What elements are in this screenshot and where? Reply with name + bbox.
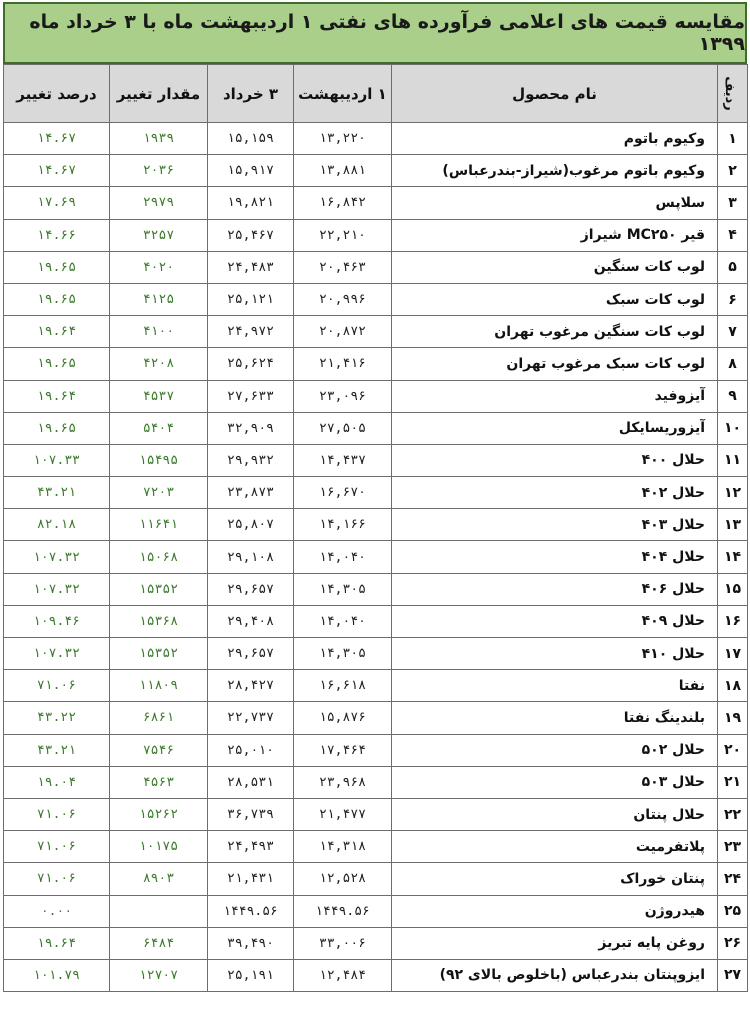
change-amount-cell: ۶۴۸۴ <box>110 927 208 959</box>
row-index-cell: ۲۵ <box>718 895 748 927</box>
ordibehesht-price-cell: ۲۰,۴۶۳ <box>294 251 392 283</box>
row-index-cell: ۴ <box>718 219 748 251</box>
change-amount-cell: ۱۱۶۴۱ <box>110 509 208 541</box>
khordad-price-cell: ۱۴۴۹.۵۶ <box>208 895 294 927</box>
ordibehesht-price-cell: ۲۰,۸۷۲ <box>294 316 392 348</box>
change-amount-cell: ۱۰۱۷۵ <box>110 831 208 863</box>
khordad-price-cell: ۲۹,۴۰۸ <box>208 605 294 637</box>
khordad-price-cell: ۳۹,۴۹۰ <box>208 927 294 959</box>
table-row <box>4 283 748 315</box>
row-index-cell: ۲۰ <box>718 734 748 766</box>
ordibehesht-price-cell: ۱۴۴۹.۵۶ <box>294 895 392 927</box>
row-index-cell: ۷ <box>718 316 748 348</box>
header-khordad: ۳ خرداد <box>208 65 294 123</box>
ordibehesht-price-cell: ۱۴,۴۳۷ <box>294 444 392 476</box>
header-row-index: ردیف <box>718 65 748 123</box>
change-percent-cell: ۱۹.۶۴ <box>4 380 110 412</box>
row-index-cell: ۱۶ <box>718 605 748 637</box>
row-index-cell: ۱ <box>718 123 748 155</box>
product-name-cell: پلاتفرمیت <box>392 831 718 863</box>
khordad-price-cell: ۱۵,۹۱۷ <box>208 155 294 187</box>
row-index-cell: ۲۳ <box>718 831 748 863</box>
ordibehesht-price-cell: ۱۴,۳۰۵ <box>294 573 392 605</box>
product-name-cell: حلال ۴۰۹ <box>392 605 718 637</box>
row-index-cell: ۲۴ <box>718 863 748 895</box>
price-comparison-sheet <box>3 2 747 992</box>
row-index-cell: ۱۸ <box>718 670 748 702</box>
product-name-cell: حلال ۴۰۲ <box>392 477 718 509</box>
table-row <box>4 348 748 380</box>
change-amount-cell: ۱۵۰۶۸ <box>110 541 208 573</box>
table-row <box>4 509 748 541</box>
table-row <box>4 219 748 251</box>
change-percent-cell: ۴۳.۲۲ <box>4 702 110 734</box>
change-percent-cell: ۷۱.۰۶ <box>4 863 110 895</box>
table-row <box>4 605 748 637</box>
ordibehesht-price-cell: ۱۷,۴۶۴ <box>294 734 392 766</box>
row-index-cell: ۹ <box>718 380 748 412</box>
table-row <box>4 380 748 412</box>
product-name-cell: وکیوم باتوم مرغوب(شیراز-بندرعباس) <box>392 155 718 187</box>
product-name-cell: هیدروژن <box>392 895 718 927</box>
change-percent-cell: ۷۱.۰۶ <box>4 670 110 702</box>
product-name-cell: حلال ۴۰۶ <box>392 573 718 605</box>
product-name-cell: قیر MC۲۵۰ شیراز <box>392 219 718 251</box>
change-amount-cell: ۴۱۲۵ <box>110 283 208 315</box>
ordibehesht-price-cell: ۱۴,۳۰۵ <box>294 638 392 670</box>
change-percent-cell: ۰.۰۰ <box>4 895 110 927</box>
ordibehesht-price-cell: ۱۳,۲۲۰ <box>294 123 392 155</box>
khordad-price-cell: ۲۲,۷۳۷ <box>208 702 294 734</box>
row-index-cell: ۶ <box>718 283 748 315</box>
table-row <box>4 573 748 605</box>
product-name-cell: حلال ۵۰۳ <box>392 766 718 798</box>
ordibehesht-price-cell: ۱۴,۰۴۰ <box>294 541 392 573</box>
khordad-price-cell: ۳۶,۷۳۹ <box>208 798 294 830</box>
khordad-price-cell: ۱۹,۸۲۱ <box>208 187 294 219</box>
khordad-price-cell: ۲۸,۴۲۷ <box>208 670 294 702</box>
change-amount-cell: ۱۵۲۶۲ <box>110 798 208 830</box>
row-index-cell: ۳ <box>718 187 748 219</box>
change-amount-cell: ۱۵۳۵۲ <box>110 573 208 605</box>
table-row <box>4 927 748 959</box>
product-name-cell: سلاپس <box>392 187 718 219</box>
khordad-price-cell: ۲۳,۸۷۳ <box>208 477 294 509</box>
table-row <box>4 766 748 798</box>
change-percent-cell: ۱۹.۶۴ <box>4 316 110 348</box>
change-amount-cell: ۳۲۵۷ <box>110 219 208 251</box>
ordibehesht-price-cell: ۱۳,۸۸۱ <box>294 155 392 187</box>
table-row <box>4 187 748 219</box>
ordibehesht-price-cell: ۲۱,۴۷۷ <box>294 798 392 830</box>
product-name-cell: لوب کات سبک مرغوب تهران <box>392 348 718 380</box>
change-percent-cell: ۱۰۹.۴۶ <box>4 605 110 637</box>
change-percent-cell: ۱۹.۶۵ <box>4 348 110 380</box>
khordad-price-cell: ۲۹,۱۰۸ <box>208 541 294 573</box>
khordad-price-cell: ۲۷,۶۳۳ <box>208 380 294 412</box>
table-row <box>4 959 748 991</box>
ordibehesht-price-cell: ۱۵,۸۷۶ <box>294 702 392 734</box>
row-index-cell: ۱۷ <box>718 638 748 670</box>
table-row <box>4 734 748 766</box>
ordibehesht-price-cell: ۲۲,۲۱۰ <box>294 219 392 251</box>
table-row <box>4 638 748 670</box>
product-name-cell: پنتان خوراک <box>392 863 718 895</box>
header-product-name: نام محصول <box>392 65 718 123</box>
change-percent-cell: ۱۷.۶۹ <box>4 187 110 219</box>
product-name-cell: حلال ۴۱۰ <box>392 638 718 670</box>
product-name-cell: وکیوم باتوم <box>392 123 718 155</box>
change-percent-cell: ۱۴.۶۶ <box>4 219 110 251</box>
page-title: مقایسه قیمت های اعلامی فرآورده های نفتی ۱ اردیبهشت ماه با ۳ خرداد ماه ۱۳۹۹ <box>3 2 747 64</box>
product-name-cell: لوب کات سنگین <box>392 251 718 283</box>
change-amount-cell: ۷۲۰۳ <box>110 477 208 509</box>
row-index-cell: ۲ <box>718 155 748 187</box>
table-row <box>4 251 748 283</box>
ordibehesht-price-cell: ۱۴,۰۴۰ <box>294 605 392 637</box>
ordibehesht-price-cell: ۱۲,۴۸۴ <box>294 959 392 991</box>
khordad-price-cell: ۲۴,۴۸۳ <box>208 251 294 283</box>
ordibehesht-price-cell: ۲۳,۰۹۶ <box>294 380 392 412</box>
table-row <box>4 155 748 187</box>
product-name-cell: روغن پایه تبریز <box>392 927 718 959</box>
row-index-cell: ۸ <box>718 348 748 380</box>
table-row <box>4 798 748 830</box>
header-row <box>4 65 748 123</box>
khordad-price-cell: ۲۴,۴۹۳ <box>208 831 294 863</box>
khordad-price-cell: ۲۹,۶۵۷ <box>208 573 294 605</box>
khordad-price-cell: ۲۵,۱۲۱ <box>208 283 294 315</box>
table-row <box>4 670 748 702</box>
change-percent-cell: ۱۰۷.۳۲ <box>4 638 110 670</box>
table-row <box>4 477 748 509</box>
product-name-cell: نفتا <box>392 670 718 702</box>
row-index-cell: ۲۷ <box>718 959 748 991</box>
ordibehesht-price-cell: ۳۳,۰۰۶ <box>294 927 392 959</box>
change-amount-cell: ۲۰۳۶ <box>110 155 208 187</box>
change-amount-cell: ۴۵۶۳ <box>110 766 208 798</box>
change-percent-cell: ۱۴.۶۷ <box>4 155 110 187</box>
change-percent-cell: ۱۹.۶۵ <box>4 251 110 283</box>
change-amount-cell: ۱۱۸۰۹ <box>110 670 208 702</box>
ordibehesht-price-cell: ۱۲,۵۲۸ <box>294 863 392 895</box>
product-name-cell: آیزوریسایکل <box>392 412 718 444</box>
khordad-price-cell: ۳۲,۹۰۹ <box>208 412 294 444</box>
change-percent-cell: ۴۳.۲۱ <box>4 734 110 766</box>
row-index-cell: ۱۲ <box>718 477 748 509</box>
ordibehesht-price-cell: ۱۴,۱۶۶ <box>294 509 392 541</box>
row-index-cell: ۱۴ <box>718 541 748 573</box>
price-table <box>3 64 748 992</box>
change-amount-cell: ۵۴۰۴ <box>110 412 208 444</box>
table-row <box>4 863 748 895</box>
change-amount-cell: ۴۲۰۸ <box>110 348 208 380</box>
change-amount-cell: ۱۲۷۰۷ <box>110 959 208 991</box>
change-percent-cell: ۱۰۷.۳۳ <box>4 444 110 476</box>
khordad-price-cell: ۲۵,۸۰۷ <box>208 509 294 541</box>
change-percent-cell: ۷۱.۰۶ <box>4 798 110 830</box>
product-name-cell: حلال ۴۰۰ <box>392 444 718 476</box>
product-name-cell: لوب کات سبک <box>392 283 718 315</box>
change-amount-cell: ۴۰۲۰ <box>110 251 208 283</box>
table-row <box>4 895 748 927</box>
khordad-price-cell: ۲۱,۴۳۱ <box>208 863 294 895</box>
row-index-cell: ۲۶ <box>718 927 748 959</box>
row-index-cell: ۱۵ <box>718 573 748 605</box>
row-index-cell: ۱۰ <box>718 412 748 444</box>
product-name-cell: حلال ۴۰۳ <box>392 509 718 541</box>
change-percent-cell: ۷۱.۰۶ <box>4 831 110 863</box>
header-ordibehesht: ۱ اردیبهشت <box>294 65 392 123</box>
khordad-price-cell: ۲۵,۰۱۰ <box>208 734 294 766</box>
change-percent-cell: ۸۲.۱۸ <box>4 509 110 541</box>
product-name-cell: حلال ۴۰۴ <box>392 541 718 573</box>
change-amount-cell: ۴۱۰۰ <box>110 316 208 348</box>
khordad-price-cell: ۲۹,۹۳۲ <box>208 444 294 476</box>
khordad-price-cell: ۲۴,۹۷۲ <box>208 316 294 348</box>
row-index-cell: ۱۹ <box>718 702 748 734</box>
khordad-price-cell: ۱۵,۱۵۹ <box>208 123 294 155</box>
khordad-price-cell: ۲۵,۱۹۱ <box>208 959 294 991</box>
ordibehesht-price-cell: ۱۶,۶۱۸ <box>294 670 392 702</box>
change-percent-cell: ۴۳.۲۱ <box>4 477 110 509</box>
change-amount-cell: ۷۵۴۶ <box>110 734 208 766</box>
product-name-cell: آیزوفید <box>392 380 718 412</box>
row-index-cell: ۲۲ <box>718 798 748 830</box>
product-name-cell: ایزوپنتان بندرعباس (باخلوص بالای ۹۲) <box>392 959 718 991</box>
khordad-price-cell: ۲۵,۴۶۷ <box>208 219 294 251</box>
change-percent-cell: ۱۴.۶۷ <box>4 123 110 155</box>
product-name-cell: بلندینگ نفتا <box>392 702 718 734</box>
khordad-price-cell: ۲۹,۶۵۷ <box>208 638 294 670</box>
change-amount-cell <box>110 895 208 927</box>
change-amount-cell: ۱۹۳۹ <box>110 123 208 155</box>
change-percent-cell: ۱۹.۶۴ <box>4 927 110 959</box>
change-percent-cell: ۱۹.۰۴ <box>4 766 110 798</box>
ordibehesht-price-cell: ۱۶,۸۴۲ <box>294 187 392 219</box>
table-row <box>4 541 748 573</box>
khordad-price-cell: ۲۵,۶۲۴ <box>208 348 294 380</box>
change-amount-cell: ۲۹۷۹ <box>110 187 208 219</box>
row-index-cell: ۱۱ <box>718 444 748 476</box>
ordibehesht-price-cell: ۱۶,۶۷۰ <box>294 477 392 509</box>
change-amount-cell: ۱۵۴۹۵ <box>110 444 208 476</box>
change-amount-cell: ۱۵۳۵۲ <box>110 638 208 670</box>
header-change-amount: مقدار تغییر <box>110 65 208 123</box>
change-amount-cell: ۶۸۶۱ <box>110 702 208 734</box>
ordibehesht-price-cell: ۱۴,۳۱۸ <box>294 831 392 863</box>
product-name-cell: حلال ۵۰۲ <box>392 734 718 766</box>
table-row <box>4 702 748 734</box>
table-row <box>4 412 748 444</box>
change-percent-cell: ۱۰۱.۷۹ <box>4 959 110 991</box>
row-index-cell: ۱۳ <box>718 509 748 541</box>
change-percent-cell: ۱۰۷.۳۲ <box>4 573 110 605</box>
table-row <box>4 316 748 348</box>
change-amount-cell: ۸۹۰۳ <box>110 863 208 895</box>
row-index-cell: ۵ <box>718 251 748 283</box>
ordibehesht-price-cell: ۲۳,۹۶۸ <box>294 766 392 798</box>
ordibehesht-price-cell: ۲۷,۵۰۵ <box>294 412 392 444</box>
change-percent-cell: ۱۹.۶۵ <box>4 283 110 315</box>
khordad-price-cell: ۲۸,۵۳۱ <box>208 766 294 798</box>
change-amount-cell: ۱۵۳۶۸ <box>110 605 208 637</box>
ordibehesht-price-cell: ۲۱,۴۱۶ <box>294 348 392 380</box>
change-amount-cell: ۴۵۳۷ <box>110 380 208 412</box>
change-percent-cell: ۱۹.۶۵ <box>4 412 110 444</box>
change-percent-cell: ۱۰۷.۳۲ <box>4 541 110 573</box>
header-change-percent: درصد تغییر <box>4 65 110 123</box>
row-index-cell: ۲۱ <box>718 766 748 798</box>
table-row <box>4 444 748 476</box>
product-name-cell: لوب کات سنگین مرغوب تهران <box>392 316 718 348</box>
ordibehesht-price-cell: ۲۰,۹۹۶ <box>294 283 392 315</box>
product-name-cell: حلال پنتان <box>392 798 718 830</box>
table-row <box>4 123 748 155</box>
table-row <box>4 831 748 863</box>
